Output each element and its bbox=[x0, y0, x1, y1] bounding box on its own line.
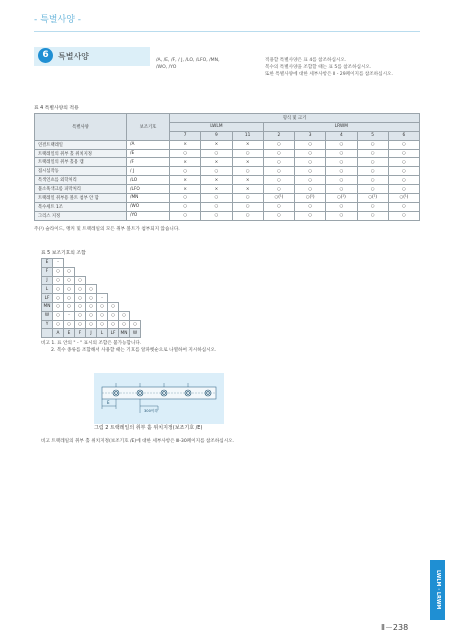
availability-cell: ○ bbox=[357, 149, 388, 158]
spec-code: /LFO bbox=[127, 185, 170, 194]
combination-col-label: J bbox=[86, 329, 97, 338]
table-row bbox=[35, 194, 420, 203]
combination-cell: ○ bbox=[53, 285, 64, 294]
combination-cell: ○ bbox=[86, 302, 97, 311]
availability-cell: ○ bbox=[295, 185, 326, 194]
combination-cell: ○ bbox=[75, 276, 86, 285]
figure-label-dim: 300이하 bbox=[144, 409, 158, 413]
table-row bbox=[42, 311, 141, 320]
section-note-line: 복수의 특별사양을 조합할 때는 표 5를 참조하십시오. bbox=[265, 65, 372, 70]
spec-name: 불소흑색크롬 피막처리 bbox=[35, 185, 127, 194]
table4-caption: 표 4 특별사양의 적용 bbox=[34, 106, 79, 111]
availability-cell: ○(¹) bbox=[357, 194, 388, 203]
availability-cell: ○ bbox=[263, 185, 294, 194]
table5-note-1: 비고 1. 표 안의 " - " 표시의 조합은 불가능합니다. bbox=[41, 341, 142, 346]
combination-cell: ○ bbox=[97, 302, 108, 311]
section-number-badge: 6 bbox=[38, 48, 53, 63]
table4-footnote: 주(¹) 슬라이드, 앵커 및 트랙레일의 모든 취부 볼트가 첨부되지 않습니다. bbox=[34, 227, 180, 232]
spec-name: 트랙레일의 취부 홀 위치지정 bbox=[35, 149, 127, 158]
availability-cell: ○ bbox=[232, 194, 263, 203]
table-row bbox=[35, 202, 420, 211]
combination-cell: ○ bbox=[64, 294, 75, 303]
availability-cell: ○ bbox=[295, 211, 326, 220]
combination-cell: ○ bbox=[53, 302, 64, 311]
availability-cell: ○ bbox=[326, 158, 357, 167]
empty-cell bbox=[86, 276, 141, 285]
combination-cell: ○ bbox=[53, 267, 64, 276]
combination-row-label: MN bbox=[42, 302, 53, 311]
combination-cell: ○ bbox=[64, 276, 75, 285]
combination-cell: ○ bbox=[75, 294, 86, 303]
availability-cell: ○(¹) bbox=[388, 194, 419, 203]
table-row bbox=[35, 140, 420, 149]
availability-cell: × bbox=[232, 176, 263, 185]
table4-group-lrwm: LRWM bbox=[263, 122, 419, 131]
table4-header-size: 형식 및 크기 bbox=[170, 114, 420, 123]
table-row bbox=[42, 259, 141, 268]
spec-name: 트랙레일의 취부 홀용 캡 bbox=[35, 158, 127, 167]
availability-cell: ○ bbox=[263, 140, 294, 149]
combination-cell: ○ bbox=[97, 311, 108, 320]
combination-cell: - bbox=[64, 311, 75, 320]
spec-code: / J bbox=[127, 167, 170, 176]
table4-size-header: 2 bbox=[263, 131, 294, 140]
availability-cell: ○ bbox=[232, 149, 263, 158]
availability-cell: ○ bbox=[295, 140, 326, 149]
combination-cell: ○ bbox=[86, 294, 97, 303]
availability-cell: ○ bbox=[263, 176, 294, 185]
availability-cell: ○ bbox=[170, 167, 201, 176]
table5-caption: 표 5 보조기호의 조합 bbox=[41, 251, 86, 256]
availability-cell: ○ bbox=[295, 176, 326, 185]
figure-caption: 그림 2 트랙레일의 취부 홀 위치지정(보조기호 /E) bbox=[94, 425, 203, 431]
combination-cell: ○ bbox=[75, 285, 86, 294]
table4-size-header: 7 bbox=[170, 131, 201, 140]
combination-cell: ○ bbox=[108, 302, 119, 311]
page-number: Ⅱ－238 bbox=[381, 623, 409, 632]
section-codes-line: /WO, /YO bbox=[156, 65, 177, 70]
availability-cell: ○ bbox=[232, 167, 263, 176]
availability-cell: ○ bbox=[201, 194, 232, 203]
availability-cell: ○ bbox=[263, 202, 294, 211]
availability-cell: × bbox=[201, 185, 232, 194]
availability-cell: ○ bbox=[357, 202, 388, 211]
combination-cell: ○ bbox=[86, 285, 97, 294]
spec-code: /MN bbox=[127, 194, 170, 203]
combination-cell: ○ bbox=[64, 320, 75, 329]
table4-header-code: 보조기호 bbox=[127, 114, 170, 141]
empty-cell bbox=[108, 294, 141, 303]
spec-name: 트랙레일 취부용 볼트 첨부 안 함 bbox=[35, 194, 127, 203]
table5-footer-row bbox=[42, 329, 141, 338]
side-tab-product: LWLM · LRWM bbox=[430, 560, 445, 620]
section-note-line: 적용할 특별사양은 표 4를 참조하십시오. bbox=[265, 58, 347, 63]
figure-remark: 비고 트랙레일의 취부 홀 위치지정(보조기호 /E)에 대한 세부사항은 Ⅲ-30페이지를 참조하십시오. bbox=[41, 439, 235, 444]
availability-cell: ○ bbox=[263, 149, 294, 158]
availability-cell: ○ bbox=[201, 211, 232, 220]
table5 bbox=[41, 258, 141, 338]
combination-cell: ○ bbox=[53, 320, 64, 329]
figure-rail-drawing bbox=[94, 373, 224, 424]
spec-code: /F bbox=[127, 158, 170, 167]
table4-group-lwlm: LWLM bbox=[170, 122, 264, 131]
availability-cell: ○ bbox=[295, 167, 326, 176]
empty-cell bbox=[64, 259, 141, 268]
section-title: 특별사양 bbox=[58, 52, 89, 61]
table5-corner bbox=[42, 329, 53, 338]
combination-row-label: F bbox=[42, 267, 53, 276]
combination-row-label: LF bbox=[42, 294, 53, 303]
availability-cell: ○ bbox=[326, 140, 357, 149]
section-codes bbox=[156, 57, 220, 71]
availability-cell: ○ bbox=[357, 211, 388, 220]
combination-cell: ○ bbox=[130, 320, 141, 329]
availability-cell: ○ bbox=[388, 185, 419, 194]
availability-cell: ○ bbox=[388, 149, 419, 158]
availability-cell: × bbox=[232, 140, 263, 149]
availability-cell: ○ bbox=[295, 158, 326, 167]
table-row bbox=[35, 167, 420, 176]
combination-cell: ○ bbox=[108, 320, 119, 329]
spec-code: /LO bbox=[127, 176, 170, 185]
availability-cell: ○ bbox=[357, 176, 388, 185]
availability-cell: ○ bbox=[263, 211, 294, 220]
availability-cell: ○ bbox=[295, 149, 326, 158]
table-row bbox=[42, 320, 141, 329]
availability-cell: ○ bbox=[201, 202, 232, 211]
combination-row-label: J bbox=[42, 276, 53, 285]
availability-cell: × bbox=[170, 185, 201, 194]
availability-cell: ○(¹) bbox=[295, 194, 326, 203]
combination-cell: ○ bbox=[119, 320, 130, 329]
table-row bbox=[42, 267, 141, 276]
combination-col-label: A bbox=[53, 329, 64, 338]
spec-name: 복수세트 1조 bbox=[35, 202, 127, 211]
combination-cell: - bbox=[53, 259, 64, 268]
availability-cell: × bbox=[201, 176, 232, 185]
table4-size-header: 9 bbox=[201, 131, 232, 140]
spec-name: 접시섬작동 bbox=[35, 167, 127, 176]
combination-row-label: L bbox=[42, 285, 53, 294]
availability-cell: ○ bbox=[201, 167, 232, 176]
table4-size-header: 11 bbox=[232, 131, 263, 140]
availability-cell: ○ bbox=[170, 149, 201, 158]
table-row bbox=[42, 276, 141, 285]
empty-cell bbox=[97, 285, 141, 294]
rail-hole-drawing bbox=[94, 373, 224, 424]
table4-body bbox=[35, 140, 420, 220]
combination-cell: ○ bbox=[75, 302, 86, 311]
availability-cell: ○ bbox=[232, 211, 263, 220]
table4-size-header: 3 bbox=[295, 131, 326, 140]
availability-cell: ○ bbox=[388, 176, 419, 185]
availability-cell: ○ bbox=[388, 202, 419, 211]
combination-row-label: Y bbox=[42, 320, 53, 329]
table-row bbox=[42, 285, 141, 294]
combination-cell: ○ bbox=[53, 294, 64, 303]
table4-size-header: 6 bbox=[388, 131, 419, 140]
combination-col-label: F bbox=[75, 329, 86, 338]
table-row bbox=[42, 294, 141, 303]
figure-label-e: E bbox=[107, 400, 110, 405]
availability-cell: ○ bbox=[326, 185, 357, 194]
availability-cell: ○ bbox=[170, 211, 201, 220]
availability-cell: ○ bbox=[170, 194, 201, 203]
spec-code: /A bbox=[127, 140, 170, 149]
combination-cell: ○ bbox=[75, 311, 86, 320]
combination-cell: - bbox=[97, 294, 108, 303]
availability-cell: ○ bbox=[357, 185, 388, 194]
availability-cell: ○(¹) bbox=[326, 194, 357, 203]
header-rule bbox=[34, 31, 420, 32]
table4 bbox=[34, 113, 420, 221]
spec-name: 그리스 지정 bbox=[35, 211, 127, 220]
spec-name: 연결트랙레일 bbox=[35, 140, 127, 149]
combination-cell: ○ bbox=[64, 267, 75, 276]
combination-cell: ○ bbox=[64, 285, 75, 294]
table-row bbox=[42, 302, 141, 311]
availability-cell: ○ bbox=[357, 158, 388, 167]
combination-col-label: W bbox=[130, 329, 141, 338]
spec-code: /YO bbox=[127, 211, 170, 220]
availability-cell: × bbox=[232, 185, 263, 194]
availability-cell: ○ bbox=[326, 176, 357, 185]
availability-cell: × bbox=[170, 176, 201, 185]
combination-col-label: MN bbox=[119, 329, 130, 338]
combination-cell: ○ bbox=[119, 311, 130, 320]
availability-cell: × bbox=[170, 158, 201, 167]
availability-cell: ○ bbox=[295, 202, 326, 211]
availability-cell: ○ bbox=[388, 140, 419, 149]
empty-cell bbox=[75, 267, 141, 276]
combination-cell: ○ bbox=[53, 311, 64, 320]
availability-cell: ○ bbox=[357, 167, 388, 176]
table-row bbox=[35, 149, 420, 158]
spec-code: /WO bbox=[127, 202, 170, 211]
section-notes bbox=[265, 57, 393, 78]
combination-cell: ○ bbox=[53, 276, 64, 285]
combination-col-label: E bbox=[64, 329, 75, 338]
availability-cell: ○ bbox=[326, 167, 357, 176]
availability-cell: × bbox=[232, 158, 263, 167]
table4-size-header: 5 bbox=[357, 131, 388, 140]
section-codes-line: /A, /E, /F, / J, /LO, /LFO, /MN, bbox=[156, 58, 220, 63]
page-header-title: - 특별사양 - bbox=[34, 15, 81, 25]
combination-cell: ○ bbox=[86, 320, 97, 329]
availability-cell: ○ bbox=[201, 149, 232, 158]
empty-cell bbox=[130, 311, 141, 320]
availability-cell: ○ bbox=[326, 149, 357, 158]
availability-cell: ○ bbox=[326, 202, 357, 211]
availability-cell: ○(¹) bbox=[263, 194, 294, 203]
combination-cell: ○ bbox=[64, 302, 75, 311]
spec-name: 특색언츠를 외학처리 bbox=[35, 176, 127, 185]
table-row bbox=[35, 211, 420, 220]
section-note-line: 또한 특별사양에 대한 세부사항은 Ⅱ - 29페이지를 참조하십시오. bbox=[265, 72, 393, 77]
availability-cell: × bbox=[170, 140, 201, 149]
table-row bbox=[35, 158, 420, 167]
combination-cell: ○ bbox=[86, 311, 97, 320]
availability-cell: ○ bbox=[263, 158, 294, 167]
availability-cell: ○ bbox=[357, 140, 388, 149]
combination-cell: ○ bbox=[97, 320, 108, 329]
availability-cell: ○ bbox=[388, 158, 419, 167]
combination-col-label: L bbox=[97, 329, 108, 338]
table4-size-header: 4 bbox=[326, 131, 357, 140]
empty-cell bbox=[119, 302, 141, 311]
spec-code: /E bbox=[127, 149, 170, 158]
availability-cell: × bbox=[201, 140, 232, 149]
table-row bbox=[35, 185, 420, 194]
table-row bbox=[35, 176, 420, 185]
availability-cell: ○ bbox=[263, 167, 294, 176]
availability-cell: ○ bbox=[326, 211, 357, 220]
availability-cell: ○ bbox=[388, 167, 419, 176]
combination-row-label: E bbox=[42, 259, 53, 268]
availability-cell: ○ bbox=[232, 202, 263, 211]
combination-cell: ○ bbox=[108, 311, 119, 320]
combination-col-label: LF bbox=[108, 329, 119, 338]
availability-cell: ○ bbox=[388, 211, 419, 220]
table5-note-2: 2. 복수 종류를 조합해서 사용할 때는 기호를 알파벳순으로 나열하여 지시하십시오. bbox=[51, 348, 217, 353]
table4-header-spec: 특별사양 bbox=[35, 114, 127, 141]
availability-cell: × bbox=[201, 158, 232, 167]
availability-cell: ○ bbox=[170, 202, 201, 211]
combination-cell: ○ bbox=[75, 320, 86, 329]
combination-row-label: W bbox=[42, 311, 53, 320]
